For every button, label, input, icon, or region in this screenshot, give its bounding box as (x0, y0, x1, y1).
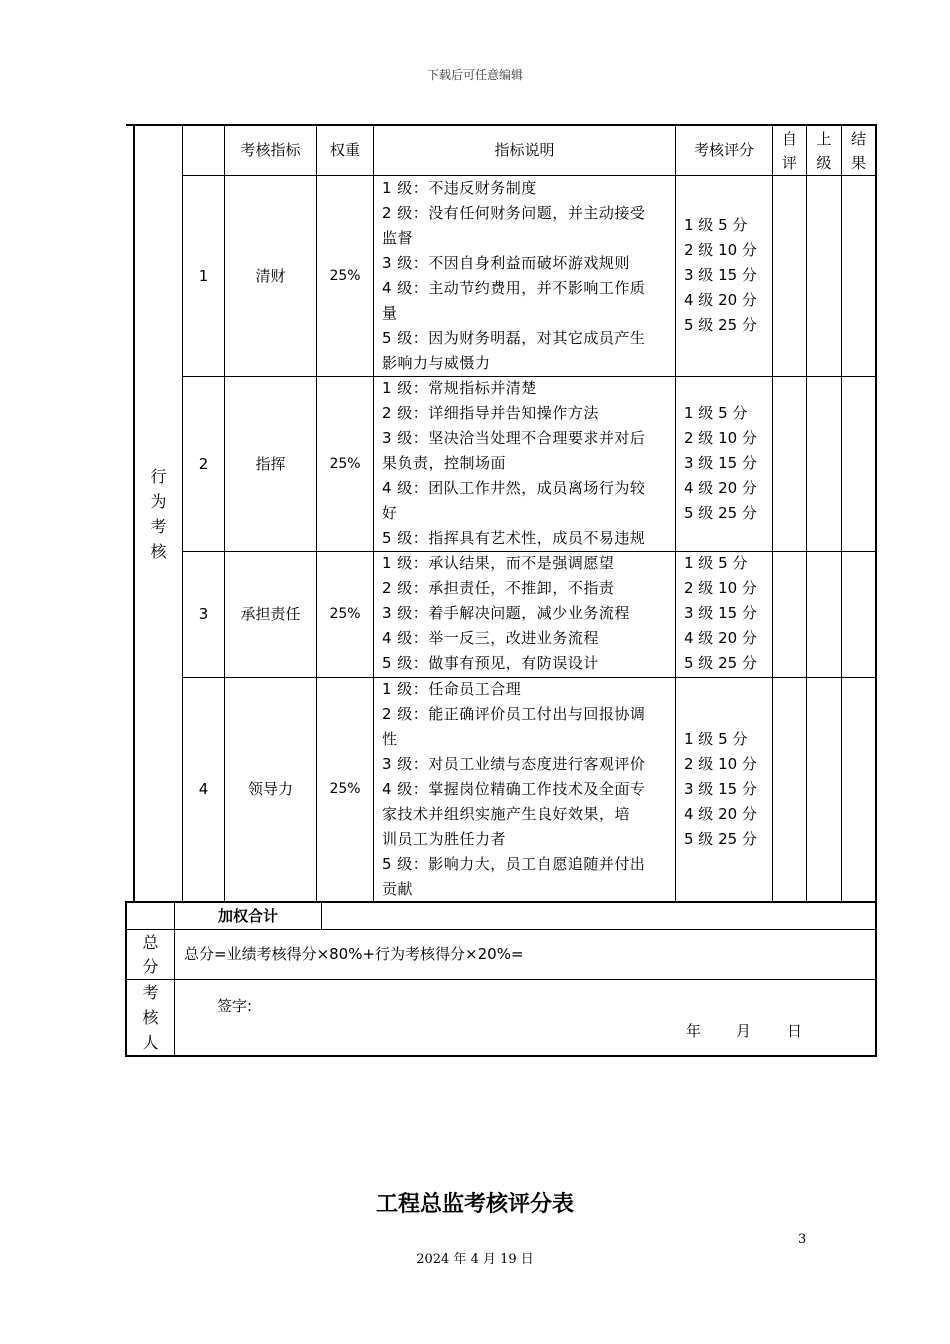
score-line: 3 级 15 分 (684, 604, 757, 622)
row-number: 3 (198, 605, 209, 623)
score-line: 4 级 20 分 (684, 291, 757, 309)
description-line: 4 级：举一反三，改进业务流程 (382, 629, 599, 647)
table-border-tick (126, 124, 135, 126)
row-weight: 25% (329, 781, 361, 797)
description-line: 5 级：指挥具有艺术性，成员不易违规 (382, 529, 646, 547)
description-line: 好 (382, 504, 398, 522)
score-line: 5 级 25 分 (684, 830, 757, 848)
description-line: 3 级：坚决洽当处理不合理要求并对后 (382, 429, 646, 447)
description-line: 训员工为胜任力者 (382, 830, 507, 848)
row-indicator-name: 承担责任 (240, 605, 301, 623)
footer-date: 2024 年 4 月 19 日 (416, 1252, 534, 1267)
row-description (382, 551, 672, 676)
score-line: 3 级 15 分 (684, 266, 757, 284)
col-header-self: 自评 (781, 129, 797, 172)
total-label: 总分 (142, 932, 159, 976)
grid-line (772, 124, 773, 902)
score-line: 1 级 5 分 (684, 216, 748, 234)
row-indicator-name: 指挥 (255, 454, 286, 473)
score-line: 2 级 10 分 (684, 579, 757, 597)
description-line: 果负责，控制场面 (382, 454, 507, 472)
row-scores (684, 551, 757, 676)
weighted-total-label: 加权合计 (217, 906, 278, 925)
total-label-cell (127, 930, 174, 979)
description-line: 影响力与威慑力 (382, 354, 491, 372)
row-indicator-name: 领导力 (247, 780, 293, 798)
row-number: 1 (198, 266, 209, 285)
grid-line (841, 124, 842, 902)
row-indicator-name: 清财 (255, 266, 286, 285)
row-scores (684, 727, 757, 852)
description-line: 4 级：主动节约费用，并不影响工作质 (382, 279, 646, 297)
description-line: 家技术并组织实施产生良好效果，培 (382, 805, 631, 823)
description-line: 3 级：着手解决问题，减少业务流程 (382, 604, 630, 622)
score-line: 4 级 20 分 (684, 629, 757, 647)
description-line: 5 级：做事有预见，有防误设计 (382, 654, 599, 672)
score-line: 1 级 5 分 (684, 554, 748, 572)
col-header-weight: 权重 (329, 141, 360, 159)
description-line: 1 级：任命员工合理 (382, 680, 522, 698)
col-header-scoring: 考核评分 (693, 141, 754, 159)
description-line: 4 级：团队工作井然，成员离场行为较 (382, 479, 646, 497)
description-line: 4 级：掌握岗位精确工作技术及全面专 (382, 780, 646, 798)
score-line: 1 级 5 分 (684, 404, 748, 422)
score-line: 2 级 10 分 (684, 429, 757, 447)
score-line: 4 级 20 分 (684, 805, 757, 823)
score-line: 4 级 20 分 (684, 479, 757, 497)
page-number: 3 (798, 1232, 807, 1247)
description-line: 3 级：对员工业绩与态度进行客观评价 (382, 755, 646, 773)
reviewer-label-cell (127, 980, 174, 1055)
description-line: 1 级：承认结果，而不是强调愿望 (382, 554, 615, 572)
date-year-label: 年 (686, 1021, 702, 1040)
description-line: 2 级：没有任何财务问题，并主动接受 (382, 204, 646, 222)
signature-label: 签字: (217, 996, 253, 1015)
score-line: 5 级 25 分 (684, 654, 757, 672)
grid-line (806, 124, 807, 902)
grid-line (125, 979, 877, 980)
row-weight: 25% (329, 267, 361, 284)
group-label: 行为考核 (150, 466, 167, 561)
description-line: 5 级：因为财务明磊，对其它成员产生 (382, 329, 646, 347)
row-number: 4 (198, 780, 209, 798)
reviewer-label: 考核人 (142, 983, 159, 1052)
date-month-label: 月 (736, 1021, 752, 1040)
description-line: 性 (382, 730, 398, 748)
row-scores (684, 213, 757, 338)
col-header-superior: 上级 (816, 129, 832, 172)
col-header-indicator: 考核指标 (240, 141, 301, 159)
page-header: 下载后可任意编辑 (426, 68, 523, 82)
description-line: 5 级：影响力大，员工自愿追随并付出 (382, 855, 646, 873)
row-number: 2 (198, 454, 209, 473)
row-scores (684, 401, 757, 526)
table-border-bottom (125, 1055, 877, 1057)
row-description (382, 376, 672, 551)
grid-line (675, 124, 676, 902)
row-weight: 25% (329, 606, 361, 622)
row-description (382, 176, 672, 376)
description-line: 量 (382, 304, 398, 322)
col-header-result: 结果 (850, 129, 866, 172)
score-line: 5 级 25 分 (684, 316, 757, 334)
weighted-total-value (322, 903, 875, 929)
table-border-right (875, 124, 877, 1057)
row-description (382, 677, 672, 902)
grid-line (373, 124, 374, 902)
col-header-description: 指标说明 (494, 141, 555, 159)
total-formula: 总分=业绩考核得分×80%+行为考核得分×20%= (184, 945, 524, 963)
row-weight: 25% (329, 455, 361, 472)
score-line: 5 级 25 分 (684, 504, 757, 522)
description-line: 2 级：承担责任，不推卸，不指责 (382, 579, 615, 597)
description-line: 监督 (382, 229, 414, 247)
description-line: 2 级：详细指导并告知操作方法 (382, 404, 599, 422)
date-day-label: 日 (787, 1021, 803, 1040)
score-line: 1 级 5 分 (684, 730, 748, 748)
group-label-cell (135, 126, 182, 901)
score-line: 3 级 15 分 (684, 780, 757, 798)
document-title: 工程总监考核评分表 (375, 1192, 574, 1217)
description-line: 1 级：常规指标并清楚 (382, 379, 537, 397)
score-line: 2 级 10 分 (684, 241, 757, 259)
description-line: 1 级：不违反财务制度 (382, 179, 537, 197)
score-line: 2 级 10 分 (684, 755, 757, 773)
score-line: 3 级 15 分 (684, 454, 757, 472)
description-line: 2 级：能正确评价员工付出与回报协调 (382, 705, 646, 723)
description-line: 贡献 (382, 880, 414, 898)
description-line: 3 级：不因自身利益而破坏游戏规则 (382, 254, 630, 272)
